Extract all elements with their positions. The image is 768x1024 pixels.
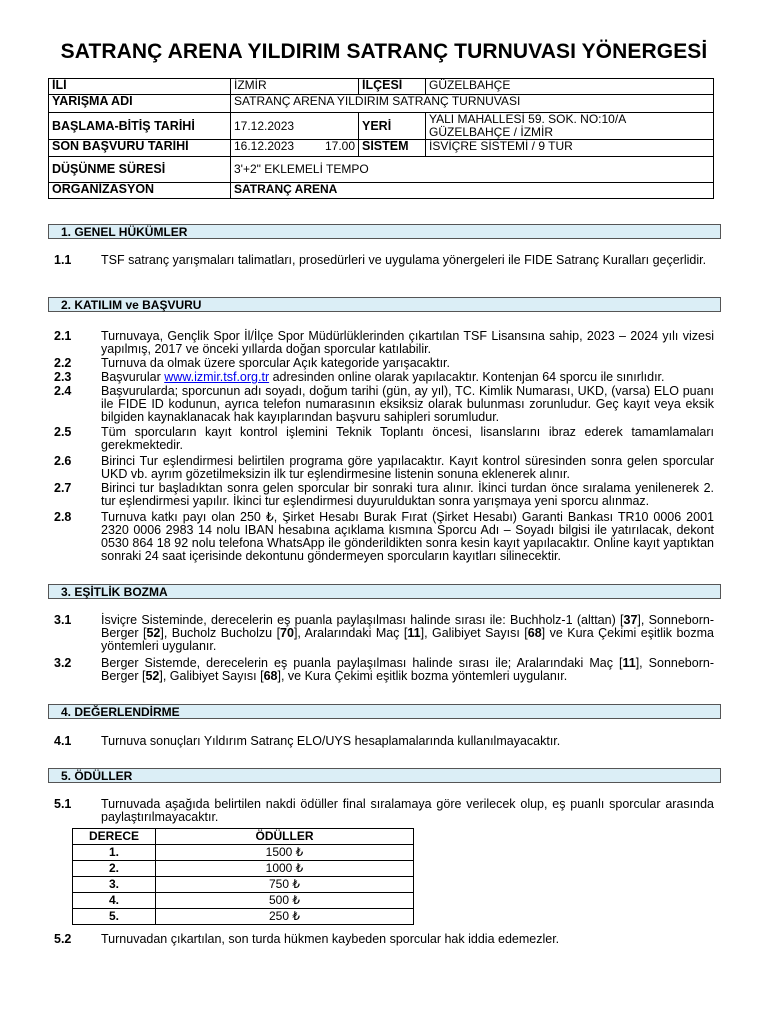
sure-value: 3'+2" EKLEMELİ TEMPO bbox=[231, 157, 714, 183]
list-item: 4.1 Turnuva sonuçları Yıldırım Satranç ELO/UYS hesaplamalarında kullanılmayacaktır. bbox=[54, 734, 561, 748]
sistem-label: SİSTEM bbox=[359, 140, 426, 157]
section-heading-degerlendirme: 4. DEĞERLENDİRME bbox=[48, 704, 721, 719]
yarisma-label: YARIŞMA ADI bbox=[49, 95, 231, 113]
tsf-link[interactable]: www.izmir.tsf.org.tr bbox=[164, 370, 270, 384]
list-item: 1.1 TSF satranç yarışmaları talimatları, prosedürleri ve uygulama yönergeleri ile FIDE Satranç Kuralları geçerlidir. bbox=[54, 253, 707, 267]
yeri-value: YALI MAHALLESİ 59. SOK. NO:10/A GÜZELBAHÇE / İZMİR bbox=[426, 113, 714, 140]
prize-header-rank: DERECE bbox=[73, 829, 156, 845]
prize-table bbox=[72, 828, 414, 925]
list-item: 5.2 Turnuvadan çıkartılan, son turda hükmen kaybeden sporcular hak iddia edemezler. bbox=[54, 932, 560, 946]
table-row: 4. 500 ₺ bbox=[73, 893, 414, 909]
org-label: ORGANİZASYON bbox=[49, 183, 231, 199]
list-item: 2.6 Birinci Tur eşlendirmesi belirtilen programa göre yapılacaktır. Kayıt kontrol süresinden sonra gelen sporcular UKD vb. ayrım gözetilmeksizin ilk tur eşlendirmesine listenin sonuna eklenerek alınır. bbox=[54, 454, 714, 481]
list-item: 2.8 Turnuva katkı payı olan 250 ₺, Şirket Hesabı Burak Fırat (Şirket Hesabı) Garanti Bankası TR10 0006 2001 2320 0006 2983 14 nolu IBAN hesabına açıklama kısmına Sporcu Adı – Soyadı bilgisi ile yatırılacak, dekont 0530 864 18 92 nolu telefona WhatsApp ile gönderildikten sonra kesin kayıt yapılacaktır. Online kayıt yaptıktan sonraki 24 saat içerisinde dekontunu göndermeyen sporcuların kayıtları silinecektir. bbox=[54, 510, 714, 563]
list-item: 2.5 Tüm sporcuların kayıt kontrol işlemini Teknik Toplantı öncesi, lisanslarını ibraz ederek tamamlamaları gerekmektedir. bbox=[54, 425, 714, 452]
section-heading-katilim: 2. KATILIM ve BAŞVURU bbox=[48, 297, 721, 312]
info-table bbox=[48, 78, 714, 199]
document-title: SATRANÇ ARENA YILDIRIM SATRANÇ TURNUVASI YÖNERGESİ bbox=[60, 40, 708, 63]
prize-header-prize: ÖDÜLLER bbox=[156, 829, 414, 845]
section-heading-oduller: 5. ÖDÜLLER bbox=[48, 768, 721, 783]
yarisma-value: SATRANÇ ARENA YILDIRIM SATRANÇ TURNUVASI bbox=[231, 95, 714, 113]
son-basvuru-value: 16.12.2023 17.00 bbox=[231, 140, 359, 157]
list-item: 3.1 İsviçre Sisteminde, derecelerin eş puanla paylaşılması halinde sırası ile: Buchholz-1 (alttan) [37], Sonneborn-Berger [52], Bucholz Bucholzu [70], Aralarındaki Maç [11], Galibiyet Sayısı [68] ve Kura Çekimi eşitlik bozma yöntemleri uygulanır. bbox=[54, 613, 714, 653]
ilce-value: GÜZELBAHÇE bbox=[426, 79, 714, 95]
list-item: 2.4 Başvurularda; sporcunun adı soyadı, doğum tarihi (gün, ay yıl), TC. Kimlik Numarası, UKD, (varsa) ELO puanı ile FIDE ID kodunun, ayrıca telefon numarasının eksiksiz olarak bulunması zorunludur. Geç kayıt veya eksik bilgiden kaynaklanacak hak kayıplarından başvuru sahipleri sorumludur. bbox=[54, 384, 714, 424]
list-item: 2.7 Birinci tur başladıktan sonra gelen sporcular bir sonraki tura alınır. İkinci turdan önce sıralama yenilenerek 2. tur eşlendirmesi yapılır. İkinci tur eşlendirmesi duyurulduktan sonra yarışmaya yeni sporcu alınmaz. bbox=[54, 481, 714, 508]
list-item: 2.2 Turnuva da olmak üzere sporcular Açık kategoride yarışacaktır. bbox=[54, 356, 451, 370]
table-row: 2. 1000 ₺ bbox=[73, 861, 414, 877]
list-item: 3.2 Berger Sistemde, derecelerin eş puanla paylaşılması halinde sırası ile; Aralarındaki Maç [11], Sonneborn-Berger [52], Galibiyet Sayısı [68], ve Kura Çekimi eşitlik bozma yöntemleri uygulanır. bbox=[54, 656, 714, 683]
tarih-label: BAŞLAMA-BİTİŞ TARİHİ bbox=[49, 113, 231, 140]
sistem-value: İSVİÇRE SİSTEMİ / 9 TUR bbox=[426, 140, 714, 157]
yeri-label: YERİ bbox=[359, 113, 426, 140]
section-heading-genel: 1. GENEL HÜKÜMLER bbox=[48, 224, 721, 239]
table-row: 3. 750 ₺ bbox=[73, 877, 414, 893]
il-value: İZMİR bbox=[231, 79, 359, 95]
org-value: SATRANÇ ARENA bbox=[231, 183, 714, 199]
table-row: 1. 1500 ₺ bbox=[73, 845, 414, 861]
ilce-label: İLÇESİ bbox=[359, 79, 426, 95]
table-row: 5. 250 ₺ bbox=[73, 909, 414, 925]
son-basvuru-time: 17.00 bbox=[324, 139, 355, 153]
list-item: 5.1 Turnuvada aşağıda belirtilen nakdi ödüller final sıralamaya göre verilecek olup, eş puanlı sporcular arasında paylaştırılmayacaktır. bbox=[54, 797, 714, 824]
son-basvuru-label: SON BAŞVURU TARİHİ bbox=[49, 140, 231, 157]
section-heading-esitlik: 3. EŞİTLİK BOZMA bbox=[48, 584, 721, 599]
list-item: 2.3 Başvurular www.izmir.tsf.org.tr adresinden online olarak yapılacaktır. Kontenjan 64 sporcu ile sınırlıdır. bbox=[54, 370, 665, 384]
il-label: İLİ bbox=[49, 79, 231, 95]
sure-label: DÜŞÜNME SÜRESİ bbox=[49, 157, 231, 183]
list-item: 2.1 Turnuvaya, Gençlik Spor İl/İlçe Spor Müdürlüklerinden çıkartılan TSF Lisansına sahip, 2023 – 2024 yılı vizesi yapılmış, 2017 ve önceki yıllarda doğan sporcular katılabilir. bbox=[54, 329, 714, 356]
tarih-value: 17.12.2023 bbox=[231, 113, 359, 140]
